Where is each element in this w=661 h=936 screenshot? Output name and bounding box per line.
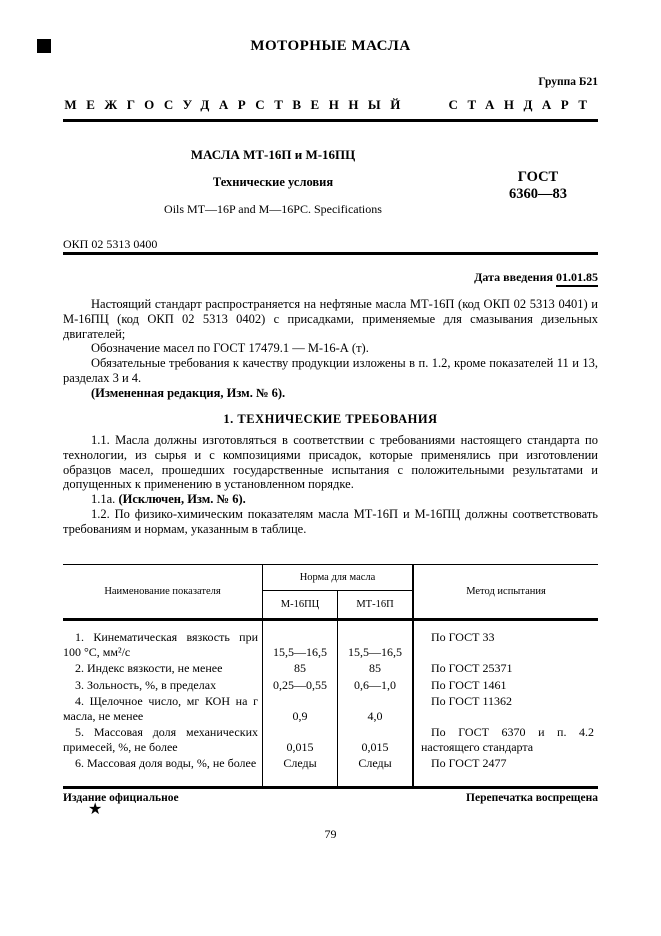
indicator-name-cell: 2. Индекс вязкости, не менее <box>75 661 223 675</box>
norm-mt16p-cell: Следы <box>337 756 412 773</box>
gost-number-box <box>478 169 598 203</box>
method-cell: По ГОСТ 33 <box>412 621 598 661</box>
clause-1-1a-text: (Исключен, Изм. № 6). <box>118 492 246 507</box>
intro-paragraphs <box>63 297 598 401</box>
star-icon: ★ <box>88 801 103 818</box>
norm-m16pc-cell: 0,25—0,55 <box>262 678 337 695</box>
method-cell: По ГОСТ 2477 <box>412 756 598 773</box>
norm-mt16p-cell: 0,015 <box>337 725 412 756</box>
okp-code: ОКП 02 5313 0400 <box>63 237 158 251</box>
method-cell: По ГОСТ 25371 <box>412 661 598 678</box>
page-number: 79 <box>324 827 337 841</box>
doc-category-title: МОТОРНЫЕ МАСЛА <box>250 38 411 54</box>
table-row <box>63 621 598 661</box>
gost-label: ГОСТ <box>517 169 559 185</box>
indicator-name-cell: 5. Массовая доля механических примесей, %, не более <box>63 725 258 754</box>
intro-paragraph-designation: Обозначение масел по ГОСТ 17479.1 — М-16-А (т). <box>91 341 369 356</box>
effective-date-line <box>63 270 598 285</box>
intro-paragraph-scope: Настоящий стандарт распространяется на нефтяные масла МТ-16П (код ОКП 02 5313 0401) и М-16ПЦ (код ОКП 02 5313 0402) с присадками, применяемые для смазывания дизельных двигателей; <box>63 297 598 341</box>
standard-title-english: Oils MT—16P and M—16PC. Specifications <box>164 202 382 216</box>
table-row <box>63 756 598 773</box>
norm-m16pc-cell: Следы <box>262 756 337 773</box>
table-row <box>63 678 598 695</box>
intro-paragraph-mandatory: Обязательные требования к качеству продукции изложены в п. 1.2, кроме показателей 11 и 13, разделах 3 и 4. <box>63 356 598 385</box>
table-row <box>63 725 598 756</box>
section-1-heading: 1. ТЕХНИЧЕСКИЕ ТРЕБОВАНИЯ <box>223 412 438 426</box>
gost-number: 6360—83 <box>509 186 567 202</box>
method-cell: По ГОСТ 11362 <box>412 694 598 725</box>
title-block-rule <box>63 252 598 255</box>
norm-m16pc-cell: 15,5—16,5 <box>262 621 337 661</box>
indicator-name-cell: 3. Зольность, %, в пределах <box>75 677 217 692</box>
clause-1-1a-number: 1.1а. <box>91 492 119 507</box>
column-header-mt16p: МТ-16П <box>337 591 412 618</box>
table-spacer-row <box>63 773 598 787</box>
group-label: Группа Б21 <box>538 76 598 88</box>
section-1-body <box>63 433 598 537</box>
norm-mt16p-cell: 4,0 <box>337 694 412 725</box>
norm-m16pc-cell: 0,015 <box>262 725 337 756</box>
table-row <box>63 694 598 725</box>
norm-mt16p-cell: 85 <box>337 661 412 678</box>
column-header-indicator: Наименование показателя <box>104 586 221 597</box>
standard-kind-heading: МЕЖГОСУДАРСТВЕННЫЙ СТАНДАРТ <box>64 97 597 112</box>
column-header-norm-group: Норма для масла <box>262 565 412 591</box>
indicator-name-cell: 1. Кинематическая вязкость при 100 °С, мм²/с <box>63 630 258 659</box>
footer-rule <box>63 786 598 789</box>
header-rule <box>63 119 598 122</box>
method-cell: По ГОСТ 6370 и п. 4.2 настоящего стандарта <box>412 725 598 756</box>
footer-line <box>63 792 598 804</box>
indicator-name-cell: 6. Массовая доля воды, %, не более <box>75 756 257 770</box>
norm-m16pc-cell: 0,9 <box>262 694 337 725</box>
clause-1-1a <box>63 492 598 507</box>
column-header-m16pc: М-16ПЦ <box>262 591 337 618</box>
clause-1-1: 1.1. Масла должны изготовляться в соответствии с требованиями настоящего стандарта по технологии, из сырья и с композициями присадок, которые применялись при изготовлении образцов масел, прошедших государственные испытания с положительными результатами и допущенных к применению в установленном порядке. <box>63 433 598 492</box>
reprint-prohibited-label: Перепечатка воспрещена <box>466 792 598 804</box>
norm-mt16p-cell: 15,5—16,5 <box>337 621 412 661</box>
method-cell: По ГОСТ 1461 <box>412 678 598 695</box>
requirements-table <box>63 564 598 787</box>
table-row <box>63 661 598 678</box>
effective-date-value: 01.01.85 <box>556 270 598 287</box>
effective-date-label: Дата введения <box>474 270 553 284</box>
indicator-name-cell: 4. Щелочное число, мг КОН на г масла, не менее <box>63 694 258 723</box>
norm-m16pc-cell: 85 <box>262 661 337 678</box>
column-header-method: Метод испытания <box>412 565 598 618</box>
intro-paragraph-revision: (Измененная редакция, Изм. № 6). <box>91 385 286 400</box>
norm-mt16p-cell: 0,6—1,0 <box>337 678 412 695</box>
table-header <box>63 565 598 618</box>
clause-1-2: 1.2. По физико-химическим показателям масла МТ-16П и М-16ПЦ должны соответствовать требованиям и нормам, указанным в таблице. <box>63 506 598 536</box>
official-edition-label: Издание официальное <box>63 792 179 804</box>
standard-title: МАСЛА МТ-16П и М-16ПЦ <box>190 147 356 162</box>
standard-subtitle: Технические условия <box>212 175 334 189</box>
